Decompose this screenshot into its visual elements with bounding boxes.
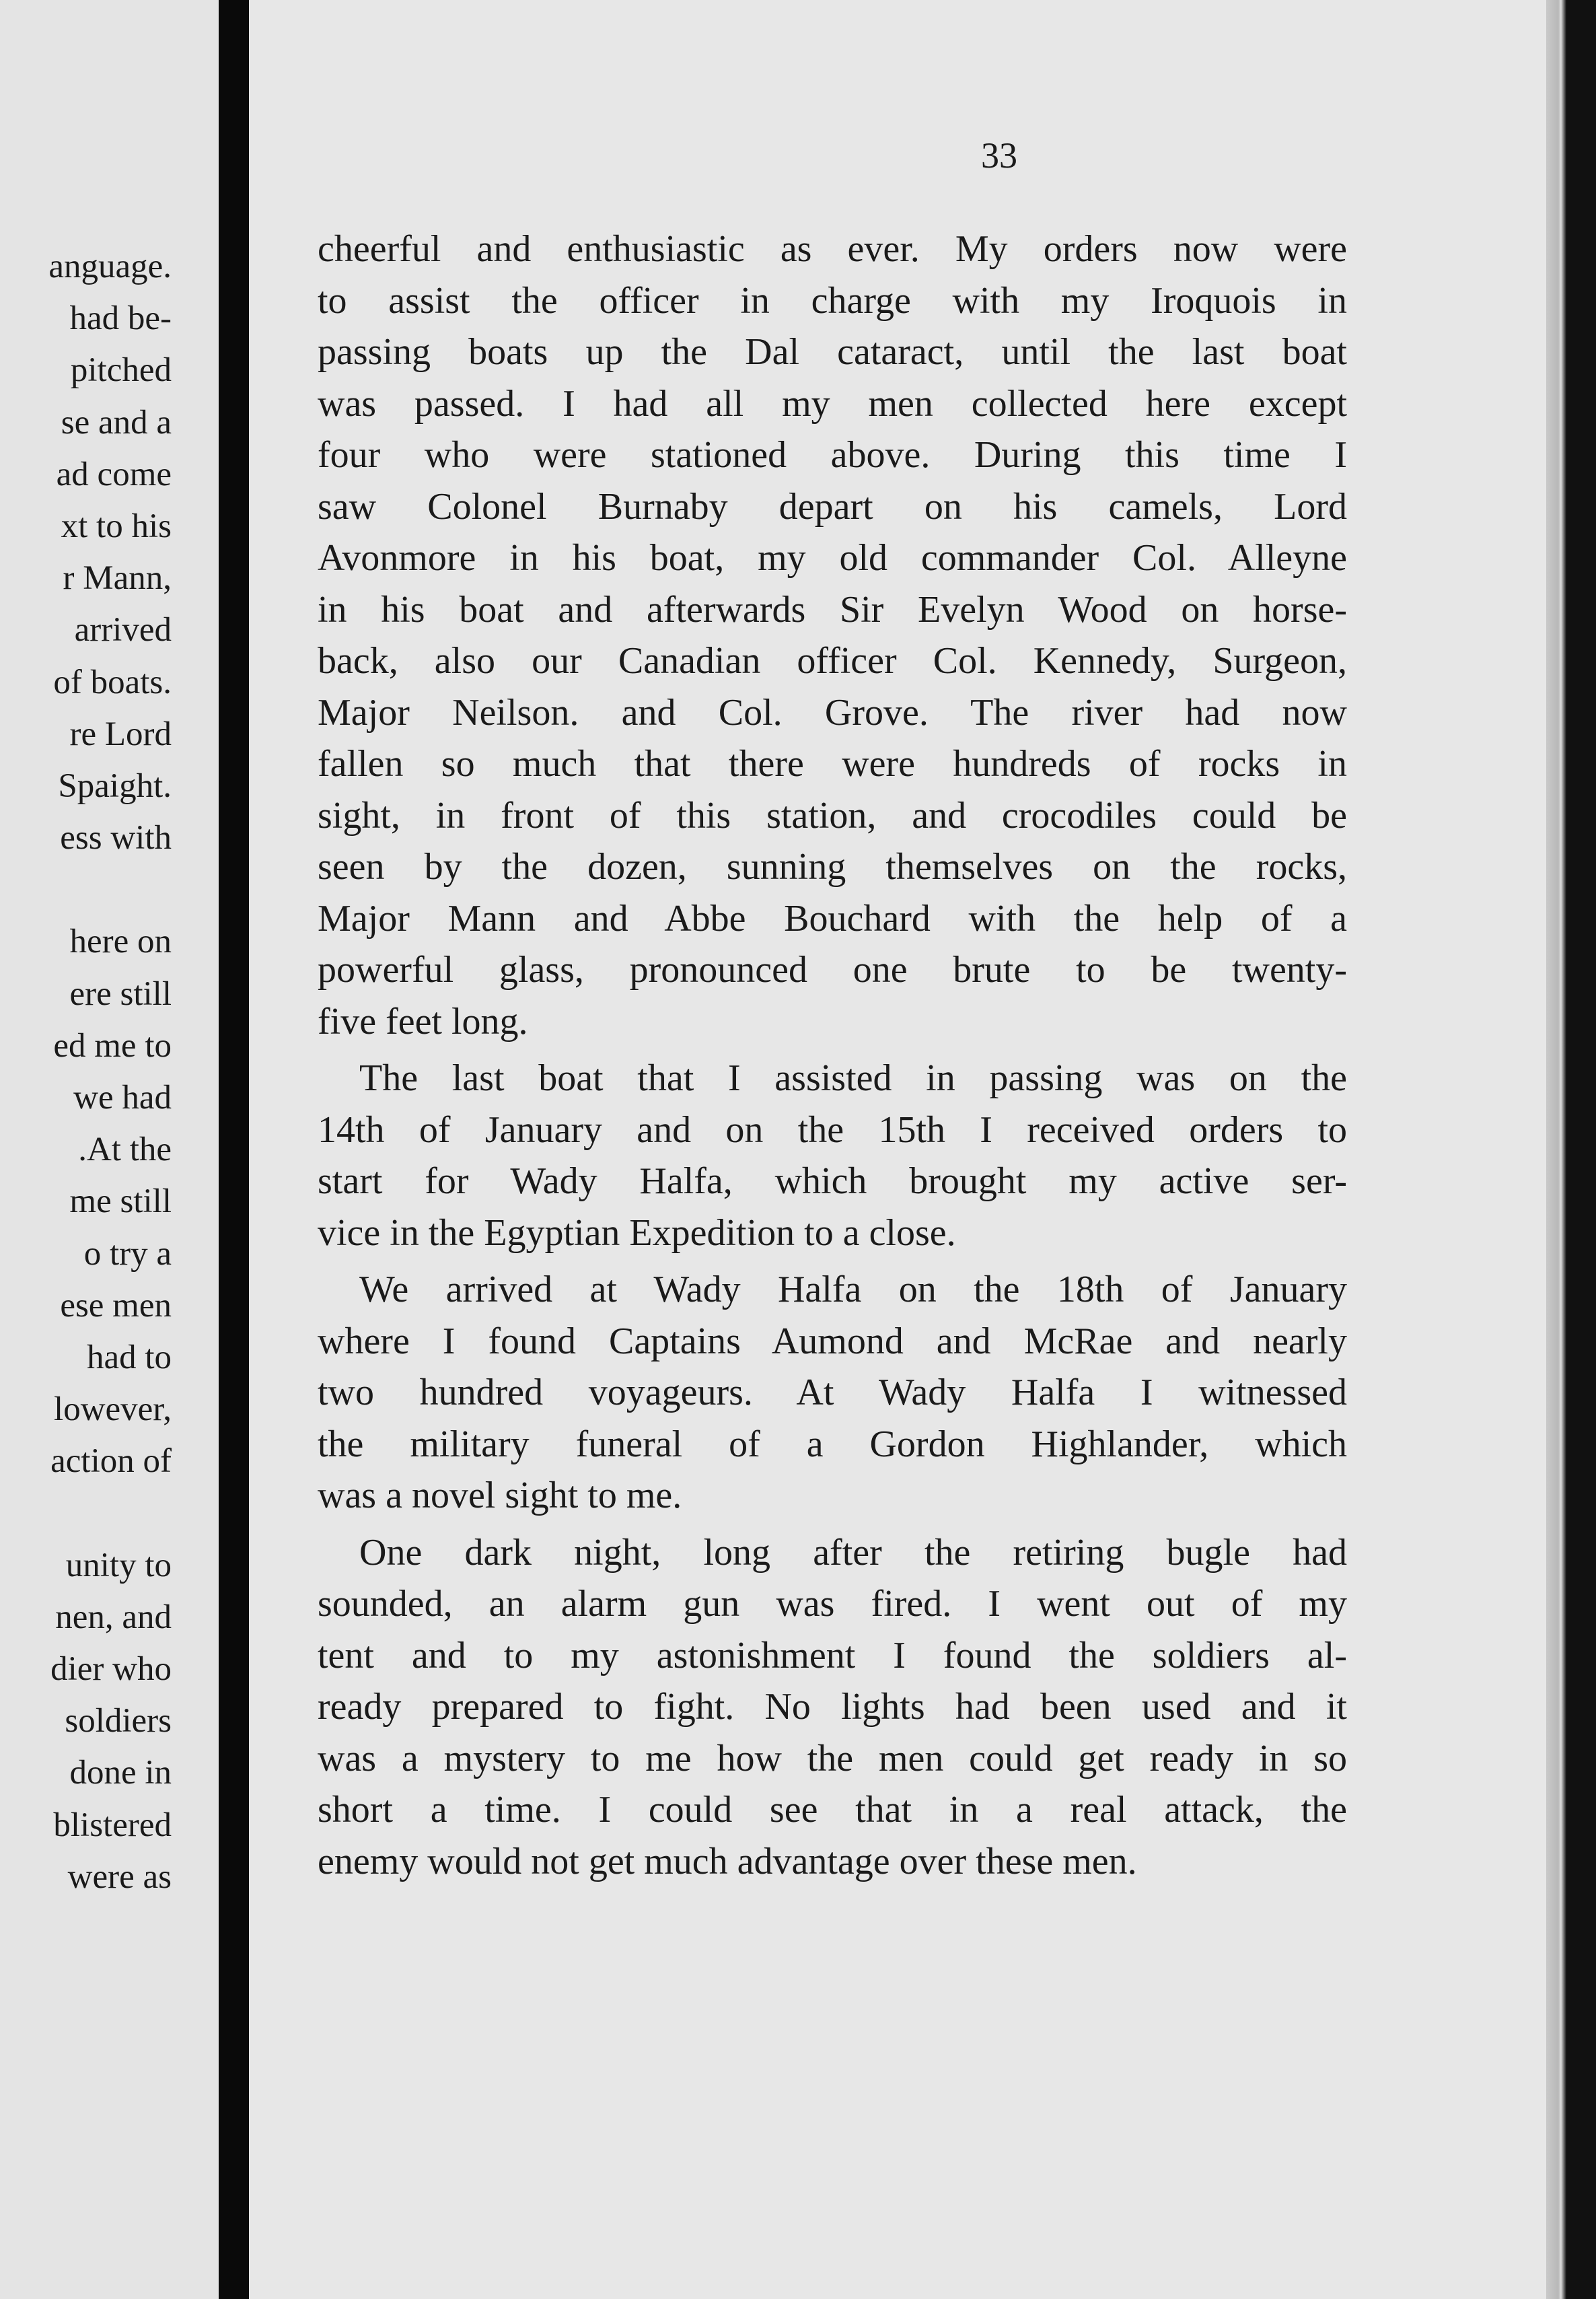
text-line: five feet long.	[318, 1000, 528, 1042]
facing-page	[0, 0, 219, 2299]
facing-page-line: ed me to	[53, 1026, 172, 1065]
paragraph	[318, 1053, 1347, 1259]
text-line: tent and to my astonishment I found the soldiers al-	[318, 1634, 1347, 1676]
facing-page-line: ese men	[60, 1286, 172, 1324]
facing-page-line: me still	[69, 1182, 172, 1221]
text-line: Avonmore in his boat, my old commander Col. Alleyne	[318, 537, 1347, 579]
facing-page-line	[48, 864, 172, 916]
facing-page-line: soldiers	[65, 1702, 172, 1740]
text-line: was a mystery to me how the men could get ready in so	[318, 1737, 1347, 1779]
text-line: fallen so much that there were hundreds of rocks in	[318, 743, 1347, 785]
text-line: The last boat that I assisted in passing was on the	[359, 1057, 1347, 1099]
text-line: We arrived at Wady Halfa on the 18th of January	[359, 1269, 1347, 1310]
facing-page-line: ad come	[56, 455, 172, 493]
facing-page-line: done in	[69, 1754, 172, 1792]
text-line: the military funeral of a Gordon Highlander, which	[318, 1423, 1347, 1465]
text-line: saw Colonel Burnaby depart on his camels, Lord	[318, 485, 1347, 528]
text-line: vice in the Egyptian Expedition to a close.	[318, 1211, 956, 1254]
facing-page-line: action of	[50, 1442, 172, 1481]
text-line: was a novel sight to me.	[318, 1475, 682, 1516]
facing-page-line: anguage.	[48, 248, 172, 285]
facing-page-line: re Lord	[69, 715, 172, 753]
text-line: back, also our Canadian officer Col. Kennedy, Surgeon,	[318, 640, 1347, 682]
text-line: powerful glass, pronounced one brute to be twenty-	[318, 949, 1347, 991]
text-line: to assist the officer in charge with my Iroquois in	[318, 279, 1347, 322]
text-line: Major Neilson. and Col. Grove. The river had now	[318, 691, 1347, 734]
text-line: passing boats up the Dal cataract, until the last boat	[318, 331, 1347, 373]
facing-page-line: ere still	[69, 975, 172, 1013]
text-line: 14th of January and on the 15th I received orders to	[318, 1108, 1347, 1151]
facing-page-line: nen, and	[55, 1598, 172, 1636]
text-line: seen by the dozen, sunning themselves on the rocks,	[318, 846, 1347, 888]
text-line: start for Wady Halfa, which brought my active ser-	[318, 1160, 1347, 1202]
page-body	[318, 223, 1347, 1887]
text-line: sight, in front of this station, and crocodiles could be	[318, 794, 1347, 837]
facing-page-line: arrived	[74, 611, 172, 649]
facing-page-line: had to	[86, 1338, 172, 1376]
facing-page-text	[48, 241, 172, 1903]
facing-page-line: of boats.	[53, 663, 172, 701]
facing-page-line: here on	[69, 923, 172, 961]
facing-page-line: se and a	[61, 403, 172, 441]
facing-page-line: lowever,	[54, 1390, 172, 1429]
text-line: ready prepared to fight. No lights had been used and it	[318, 1686, 1347, 1728]
text-line: One dark night, long after the retiring bugle had	[359, 1531, 1347, 1573]
text-line: enemy would not get much advantage over these men.	[318, 1840, 1137, 1882]
text-line: four who were stationed above. During this time I	[318, 434, 1347, 476]
text-line: Major Mann and Abbe Bouchard with the help of a	[318, 897, 1347, 940]
facing-page-line: r Mann,	[63, 559, 172, 598]
paragraph	[318, 1264, 1347, 1522]
text-line: where I found Captains Aumond and McRae and nearly	[318, 1320, 1347, 1362]
facing-page-line: .At the	[78, 1131, 172, 1169]
paragraph	[318, 1527, 1347, 1888]
text-line: two hundred voyageurs. At Wady Halfa I witnessed	[318, 1372, 1347, 1413]
page	[249, 0, 1546, 2299]
facing-page-line: had be-	[69, 299, 172, 338]
facing-page-line: dier who	[50, 1650, 172, 1689]
page-number: 33	[981, 135, 1017, 176]
page-edge	[1546, 0, 1596, 2299]
facing-page-line	[48, 1488, 172, 1540]
facing-page-line: pitched	[70, 351, 172, 390]
facing-page-line: ess with	[60, 819, 172, 857]
facing-page-line: o try a	[83, 1234, 172, 1273]
text-line: in his boat and afterwards Sir Evelyn Wood on horse-	[318, 588, 1347, 631]
facing-page-line: Spaight.	[58, 767, 172, 805]
facing-page-line: xt to his	[61, 507, 172, 545]
text-line: was passed. I had all my men collected here except	[318, 382, 1347, 425]
facing-page-line: blistered	[53, 1806, 172, 1844]
paragraph	[318, 223, 1347, 1047]
facing-page-line: unity to	[65, 1546, 172, 1584]
text-line: short a time. I could see that in a real attack, the	[318, 1789, 1347, 1831]
text-line: sounded, an alarm gun was fired. I went out of my	[318, 1583, 1347, 1625]
facing-page-line: we had	[73, 1079, 172, 1117]
facing-page-line: were as	[67, 1858, 172, 1896]
text-line: cheerful and enthusiastic as ever. My orders now were	[318, 228, 1347, 270]
book-gutter	[219, 0, 249, 2299]
